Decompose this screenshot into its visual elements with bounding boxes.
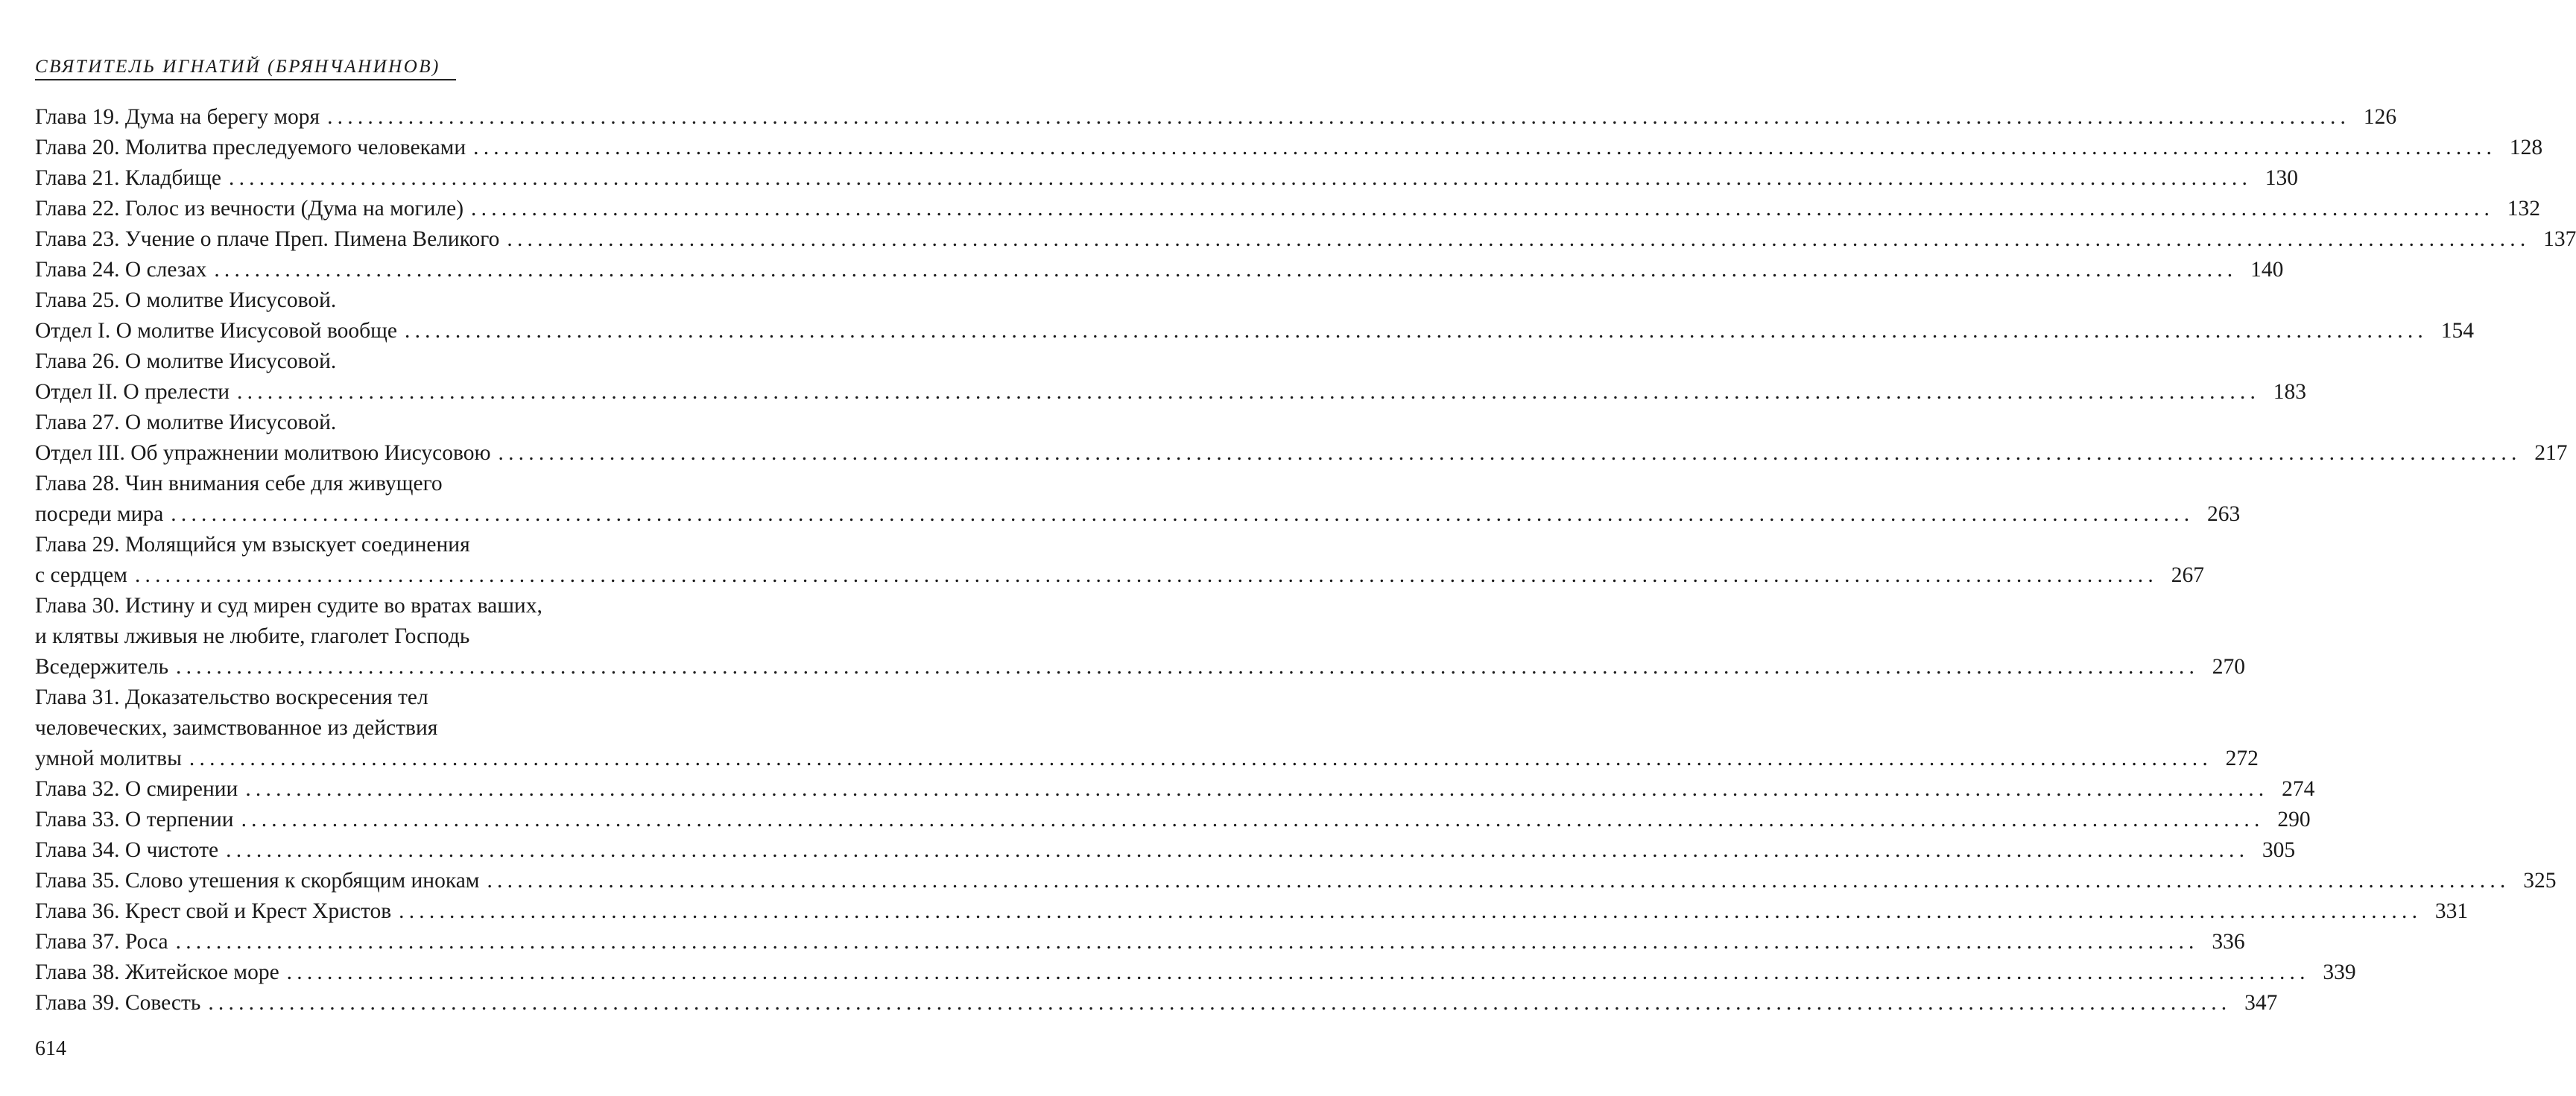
toc-line	[35, 194, 2541, 224]
toc-entry-title: Отдел I. О молитве Иисусовой вообще	[35, 319, 397, 343]
dot-leader: ........................................................................................................................................................................................................	[327, 105, 2351, 129]
toc-entry	[35, 408, 2568, 469]
toc-entry	[35, 346, 2307, 408]
toc-entry-title: человеческих, заимствованное из действия	[35, 716, 438, 740]
toc-entry-title: Глава 29. Молящийся ум взыскует соединения	[35, 533, 470, 557]
toc-line	[35, 102, 2397, 133]
dot-leader: ........................................................................................................................................................................................................	[286, 960, 2310, 984]
dot-leader: ........................................................................................................................................................................................................	[245, 777, 2269, 801]
toc-entry	[35, 530, 2204, 591]
toc-entry-title: Глава 39. Совесть	[35, 991, 201, 1015]
toc-page-number: 272	[2225, 747, 2259, 770]
toc-entry	[35, 469, 2241, 530]
toc-line	[35, 682, 674, 713]
dot-leader: ........................................................................................................................................................................................................	[487, 869, 2510, 893]
dot-leader: ........................................................................................................................................................................................................	[134, 563, 2158, 587]
toc-entry	[35, 194, 2541, 224]
toc-line	[35, 377, 2307, 408]
toc-entry	[35, 957, 2356, 988]
toc-page-number: 336	[2212, 930, 2245, 954]
toc-entry-title: Глава 33. О терпении	[35, 808, 234, 831]
toc-page-number: 263	[2207, 502, 2241, 526]
toc-page-number: 325	[2523, 869, 2557, 893]
toc-entry-title: Глава 28. Чин внимания себе для живущего	[35, 472, 443, 495]
toc-entry	[35, 682, 2259, 774]
toc-line	[35, 896, 2469, 927]
dot-leader: ........................................................................................................................................................................................................	[399, 899, 2422, 923]
toc-entry	[35, 224, 2576, 255]
toc-entry-title: Глава 32. О смирении	[35, 777, 238, 801]
toc-entry-title: Глава 19. Дума на берегу моря	[35, 105, 320, 129]
dot-leader: ........................................................................................................................................................................................................	[237, 380, 2261, 404]
toc-line	[35, 499, 2241, 530]
toc-page-number: 128	[2509, 136, 2543, 159]
toc-page-number: 126	[2363, 105, 2397, 129]
toc-line	[35, 652, 2246, 682]
toc-line	[35, 285, 674, 316]
toc-page-number: 270	[2212, 655, 2246, 679]
toc-line	[35, 927, 2245, 957]
toc-entry-title: Отдел III. Об упражнении молитвою Иисусовою	[35, 441, 491, 465]
toc-line	[35, 805, 2311, 835]
dot-leader: ........................................................................................................................................................................................................	[498, 441, 2522, 465]
toc-entry	[35, 774, 2315, 805]
toc-entry-title: Глава 30. Истину и суд мирен судите во вратах ваших,	[35, 594, 542, 618]
toc-entry-title: Глава 27. О молитве Иисусовой.	[35, 411, 337, 434]
toc-entry-title: Глава 24. О слезах	[35, 258, 207, 282]
toc-page-number: 137	[2543, 227, 2576, 251]
toc-entry-title: Глава 22. Голос из вечности (Дума на могиле)	[35, 197, 464, 221]
page-number: 614	[35, 1037, 66, 1060]
toc-entry	[35, 255, 2284, 285]
toc-entry-title: Глава 20. Молитва преследуемого человеками	[35, 136, 466, 159]
toc-page-number: 130	[2265, 166, 2299, 190]
dot-leader: ........................................................................................................................................................................................................	[171, 502, 2194, 526]
toc-entry	[35, 896, 2469, 927]
toc-entry-title: Глава 38. Житейское море	[35, 960, 279, 984]
dot-leader: ........................................................................................................................................................................................................	[473, 136, 2497, 159]
toc-entry	[35, 805, 2311, 835]
toc-entry-title: Глава 35. Слово утешения к скорбящим инокам	[35, 869, 480, 893]
toc-line	[35, 560, 2204, 591]
toc-entry-title: Отдел II. О прелести	[35, 380, 230, 404]
dot-leader: ........................................................................................................................................................................................................	[175, 930, 2199, 954]
toc-entry-title: Глава 26. О молитве Иисусовой.	[35, 349, 337, 373]
dot-leader: ........................................................................................................................................................................................................	[229, 166, 2253, 190]
toc-line	[35, 133, 2543, 163]
dot-leader: ........................................................................................................................................................................................................	[241, 808, 2265, 831]
toc-entry-title: Вседержитель	[35, 655, 169, 679]
toc-entry	[35, 133, 2543, 163]
dot-leader: ........................................................................................................................................................................................................	[214, 258, 2238, 282]
dot-leader: ........................................................................................................................................................................................................	[507, 227, 2531, 251]
toc-line	[35, 774, 2315, 805]
toc-entry-title: Глава 36. Крест свой и Крест Христов	[35, 899, 392, 923]
toc-entry	[35, 927, 2245, 957]
toc-page-number: 290	[2277, 808, 2311, 831]
toc-line	[35, 163, 2299, 194]
toc-line	[35, 346, 674, 377]
toc-page-number: 331	[2434, 899, 2469, 923]
toc-line	[35, 713, 674, 744]
toc-page-number: 132	[2507, 197, 2541, 221]
table-of-contents	[35, 102, 2576, 1019]
toc-page-number: 305	[2262, 838, 2296, 862]
toc-entry-title: Глава 31. Доказательство воскресения тел	[35, 685, 428, 709]
running-header: СВЯТИТЕЛЬ ИГНАТИЙ (БРЯНЧАНИНОВ)	[35, 57, 456, 80]
toc-page-number: 274	[2282, 777, 2315, 801]
toc-line	[35, 530, 674, 560]
toc-page-number: 267	[2171, 563, 2204, 587]
toc-line	[35, 255, 2284, 285]
toc-line	[35, 866, 2557, 896]
toc-entry	[35, 163, 2299, 194]
toc-line	[35, 988, 2278, 1019]
toc-page-number: 217	[2534, 441, 2568, 465]
toc-page-number: 183	[2273, 380, 2307, 404]
toc-entry-title: умной молитвы	[35, 747, 182, 770]
toc-entry	[35, 102, 2397, 133]
toc-entry	[35, 835, 2296, 866]
toc-entry-title: с сердцем	[35, 563, 127, 587]
toc-line	[35, 621, 674, 652]
toc-entry	[35, 285, 2474, 346]
toc-line	[35, 591, 674, 621]
toc-entry	[35, 866, 2557, 896]
toc-line	[35, 408, 674, 438]
dot-leader: ........................................................................................................................................................................................................	[176, 655, 2200, 679]
toc-entry-title: посреди мира	[35, 502, 164, 526]
toc-entry-title: Глава 25. О молитве Иисусовой.	[35, 288, 337, 312]
dot-leader: ........................................................................................................................................................................................................	[208, 991, 2232, 1015]
toc-line	[35, 316, 2474, 346]
toc-entry-title: Глава 37. Роса	[35, 930, 168, 954]
toc-line	[35, 835, 2296, 866]
toc-line	[35, 469, 674, 499]
toc-entry-title: и клятвы лживыя не любите, глаголет Господь	[35, 624, 470, 648]
dot-leader: ........................................................................................................................................................................................................	[226, 838, 2250, 862]
toc-line	[35, 957, 2356, 988]
toc-page-number: 154	[2440, 319, 2474, 343]
toc-line	[35, 438, 2568, 469]
toc-page-number: 347	[2244, 991, 2278, 1015]
dot-leader: ........................................................................................................................................................................................................	[405, 319, 2428, 343]
toc-entry	[35, 591, 2246, 682]
toc-page-number: 339	[2323, 960, 2356, 984]
dot-leader: ........................................................................................................................................................................................................	[189, 747, 2212, 770]
toc-entry-title: Глава 21. Кладбище	[35, 166, 222, 190]
toc-entry-title: Глава 23. Учение о плаче Преп. Пимена Великого	[35, 227, 500, 251]
toc-entry-title: Глава 34. О чистоте	[35, 838, 219, 862]
toc-entry	[35, 988, 2278, 1019]
toc-line	[35, 224, 2576, 255]
toc-line	[35, 744, 2259, 774]
toc-page-number: 140	[2250, 258, 2284, 282]
dot-leader: ........................................................................................................................................................................................................	[471, 197, 2495, 221]
